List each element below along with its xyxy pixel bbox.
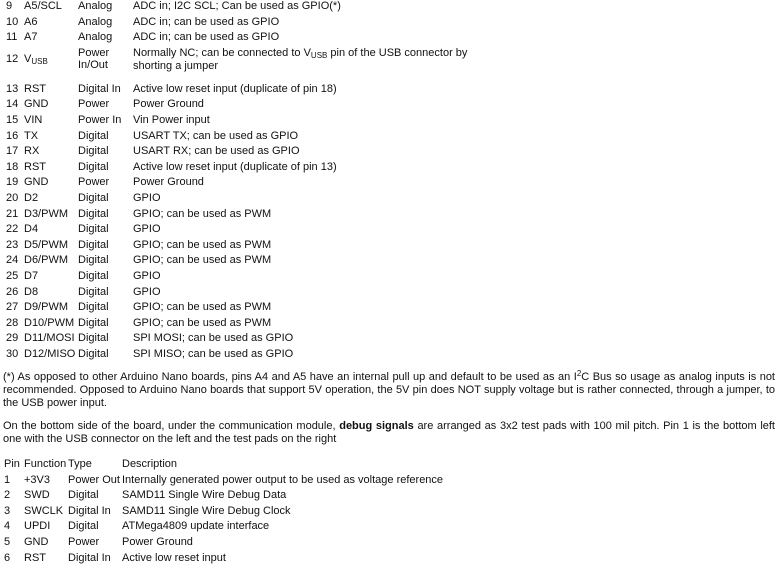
pin-description: GPIO [133, 285, 161, 298]
debug-pin: 3 [4, 504, 11, 517]
pin-name: TX [24, 129, 39, 142]
table-row [6, 98, 493, 114]
table-header-row [4, 458, 452, 474]
debug-pin: 5 [4, 535, 11, 548]
table-row [6, 176, 493, 192]
debug-signals-bold: debug signals [339, 420, 414, 432]
debug-signals-paragraph [3, 420, 775, 446]
pin-name: VIN [24, 113, 43, 126]
pin-type: Power In [78, 113, 122, 126]
pin-description: GPIO [133, 223, 161, 236]
debug-description: Power Ground [122, 535, 193, 548]
table-row [6, 192, 493, 208]
pin-name: A5/SCL [24, 0, 62, 12]
pin-description: Vin Power input [133, 113, 210, 126]
debug-pin: 4 [4, 520, 11, 533]
pin-name: D12/MISO [24, 347, 76, 360]
pin-number: 20 [6, 191, 19, 204]
pin-description: GPIO [133, 269, 161, 282]
pin-type: Digital [78, 207, 109, 220]
debug-type: Digital [68, 489, 99, 502]
pin-name: D5/PWM [24, 238, 68, 251]
pin-type-line2: In/Out [78, 58, 108, 71]
table-row [6, 31, 493, 47]
table-row [6, 47, 493, 83]
table-row [6, 317, 493, 333]
pin-description: Active low reset input (duplicate of pin 13) [133, 160, 337, 173]
pin-number: 30 [6, 347, 19, 360]
debug-type: Digital In [68, 504, 111, 517]
table-row [4, 520, 452, 536]
pin-type: Digital [78, 191, 109, 204]
debug-function: SWCLK [24, 504, 64, 517]
pin-number: 17 [6, 145, 19, 158]
table-row [6, 223, 493, 239]
pin-type [78, 47, 133, 83]
pin-description: Power Ground [133, 176, 204, 189]
pin-name: D6/PWM [24, 254, 68, 267]
table-row [6, 130, 493, 146]
table-row [6, 301, 493, 317]
pin-name: D9/PWM [24, 301, 68, 314]
pin-number: 11 [6, 31, 18, 44]
pin-name-subscript: USB [31, 56, 48, 66]
pin-name: D4 [24, 223, 39, 236]
footnote-i2c [3, 371, 775, 410]
debug-pin: 2 [4, 489, 11, 502]
pin-description: GPIO [133, 191, 161, 204]
table-row [6, 145, 493, 161]
pin-number: 19 [6, 176, 19, 189]
pin-name: D11/MOSI [24, 332, 75, 345]
pin-desc-subscript: USB [310, 50, 328, 60]
pin-name: RST [24, 82, 46, 95]
pin-name: GND [24, 98, 49, 111]
pin-desc-part2: pin of the USB connector by shorting a jumper [133, 46, 468, 72]
pin-name: D8 [24, 285, 39, 298]
pin-type: Digital [78, 254, 109, 267]
pin-number: 26 [6, 285, 19, 298]
pin-type: Digital [78, 332, 109, 345]
table-row [6, 83, 493, 99]
debug-description: SAMD11 Single Wire Debug Data [122, 489, 287, 502]
debug-description: ATMega4809 update interface [122, 520, 270, 533]
pin-type: Power [78, 176, 110, 189]
debug-function: GND [24, 535, 49, 548]
pin-name: GND [24, 176, 49, 189]
pin-number: 29 [6, 332, 19, 345]
pin-number: 27 [6, 301, 19, 314]
debug-description: Active low reset input [122, 551, 226, 564]
table-row [6, 16, 493, 32]
pin-type: Analog [78, 31, 113, 44]
pin-description: ADC in; I2C SCL; Can be used as GPIO(*) [133, 0, 341, 12]
debug-pads-table [4, 458, 452, 567]
table-row [6, 348, 493, 364]
pin-number: 24 [6, 254, 19, 267]
pin-type: Digital [78, 347, 109, 360]
pin-type: Analog [78, 0, 113, 12]
pin-number: 16 [6, 129, 19, 142]
pin-desc-part1: Normally NC; can be connected to V [133, 46, 311, 59]
header-function: Function [24, 458, 67, 470]
table-row [6, 286, 493, 302]
pin-name [24, 47, 78, 83]
debug-function: RST [24, 551, 46, 564]
pin-number: 22 [6, 223, 19, 236]
table-row [4, 536, 452, 552]
pin-type: Digital [78, 129, 109, 142]
footnote-superscript: 2 [576, 369, 582, 378]
pin-number: 23 [6, 238, 19, 251]
debug-type: Digital In [68, 551, 111, 564]
debug-description: SAMD11 Single Wire Debug Clock [122, 504, 291, 517]
table-row [6, 114, 493, 130]
table-row [6, 332, 493, 348]
debug-function: +3V3 [24, 473, 50, 486]
debug-text-part1: On the bottom side of the board, under the communication module, [3, 420, 340, 432]
pin-type: Digital [78, 145, 109, 158]
table-row [4, 505, 452, 521]
pin-name-base: V [24, 52, 32, 65]
pin-description: ADC in; can be used as GPIO [133, 15, 280, 28]
pin-type: Power [78, 98, 110, 111]
pin-name: RST [24, 160, 46, 173]
pin-description: SPI MISO; can be used as GPIO [133, 347, 294, 360]
debug-type: Power Out [68, 473, 120, 486]
debug-type: Power [68, 535, 100, 548]
pin-name: RX [24, 145, 40, 158]
pin-type: Analog [78, 15, 113, 28]
footnote-text-part1: (*) As opposed to other Arduino Nano boards, pins A4 and A5 have an internal pull up and default to be used as an I [3, 371, 577, 383]
table-row [6, 0, 493, 16]
pin-number: 12 [6, 52, 19, 65]
pin-number: 15 [6, 113, 19, 126]
pin-type: Digital [78, 160, 109, 173]
pin-number: 10 [6, 15, 19, 28]
pin-description: GPIO; can be used as PWM [133, 207, 272, 220]
pin-name: D7 [24, 269, 39, 282]
pin-name: D3/PWM [24, 207, 68, 220]
debug-pin: 1 [4, 473, 11, 486]
pin-number: 13 [6, 82, 19, 95]
pin-type: Digital In [78, 82, 121, 95]
pin-description: Active low reset input (duplicate of pin 18) [133, 82, 337, 95]
pin-description: GPIO; can be used as PWM [133, 316, 272, 329]
table-row [4, 489, 452, 505]
pin-name: A7 [24, 31, 38, 44]
pin-type: Digital [78, 269, 109, 282]
pin-description: USART RX; can be used as GPIO [133, 145, 300, 158]
table-row [6, 208, 493, 224]
pin-number: 28 [6, 316, 19, 329]
pin-table [6, 0, 493, 363]
pin-description: Power Ground [133, 98, 204, 111]
pin-type: Digital [78, 223, 109, 236]
table-row [6, 254, 493, 270]
table-row [4, 552, 452, 568]
pin-number: 25 [6, 269, 19, 282]
pin-name: A6 [24, 15, 38, 28]
debug-pin: 6 [4, 551, 11, 564]
pin-description: USART TX; can be used as GPIO [133, 129, 299, 142]
pin-description: GPIO; can be used as PWM [133, 238, 272, 251]
pin-type: Digital [78, 301, 109, 314]
header-description: Description [122, 458, 178, 470]
table-row [6, 270, 493, 286]
footnote-text-part2: C Bus so usage as analog inputs is not recommended. Opposed to Arduino Nano boards that support 5V operation, the 5V pin does NOT supply voltage but is rather connected, through a jumper, to the USB power input. [3, 371, 775, 409]
table-row [6, 161, 493, 177]
pin-type-line1: Power [78, 46, 110, 59]
debug-type: Digital [68, 520, 99, 533]
pin-description: GPIO; can be used as PWM [133, 254, 272, 267]
pin-number: 14 [6, 98, 19, 111]
table-row [4, 474, 452, 490]
pin-number: 21 [6, 207, 19, 220]
pin-type: Digital [78, 316, 109, 329]
pin-description: ADC in; can be used as GPIO [133, 31, 280, 44]
pin-name: D2 [24, 191, 39, 204]
pin-description [133, 47, 493, 83]
pin-number: 9 [6, 0, 13, 12]
pin-number: 18 [6, 160, 19, 173]
pin-name: D10/PWM [24, 316, 75, 329]
header-type: Type [68, 458, 92, 470]
pin-description: SPI MOSI; can be used as GPIO [133, 332, 294, 345]
debug-function: UPDI [24, 520, 51, 533]
table-row [6, 239, 493, 255]
pin-description: GPIO; can be used as PWM [133, 301, 272, 314]
header-pin: Pin [4, 458, 20, 470]
debug-description: Internally generated power output to be used as voltage reference [122, 473, 444, 486]
pin-type: Digital [78, 285, 109, 298]
pin-type: Digital [78, 238, 109, 251]
debug-text-part2: are arranged as 3x2 test pads with 100 mil pitch. Pin 1 is the bottom left one with the USB connector on the left and the test pads on the right [3, 420, 775, 445]
debug-function: SWD [24, 489, 50, 502]
